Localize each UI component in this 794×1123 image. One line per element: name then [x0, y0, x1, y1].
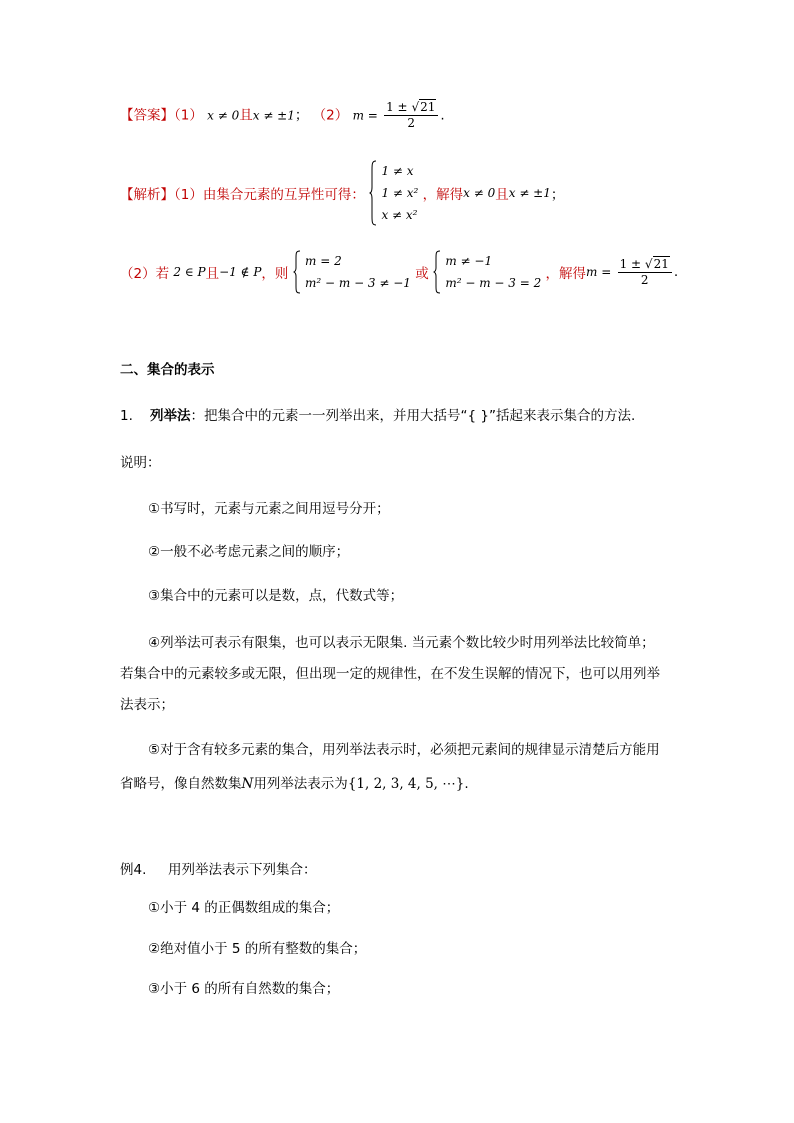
part2-line [120, 250, 678, 294]
part2-cond-b: −1 ∉ P [219, 265, 262, 279]
note-item: ②一般不必考虑元素之间的顺序； [148, 544, 350, 560]
item1-text: ：把集合中的元素一一列举出来，并用大括号“{ }”括起来表示集合的方法. [190, 408, 636, 424]
answer-fraction: $\frac{1 \pm √21}{2}$ [384, 100, 438, 131]
part2-fraction: $\frac{1 \pm √21}{2}$ [618, 257, 672, 288]
example-prompt: 用列举法表示下列集合： [168, 862, 317, 878]
answer-end: . [440, 107, 445, 124]
analysis-cond1: x ≠ 0 [463, 186, 496, 200]
answer-sep: ； [294, 107, 309, 124]
part2-solve: ，解得 [545, 266, 587, 282]
answer-part1-label: （1） [174, 107, 203, 124]
part2-end: . [673, 264, 679, 280]
part2-sys2-row: m ≠ −1 [445, 254, 493, 268]
analysis-and: 且 [495, 187, 509, 203]
analysis-comma-solve: ，解得 [422, 187, 464, 203]
analysis-sys-row: 1 ≠ x² [381, 186, 419, 200]
note-item-cont: 法表示； [120, 697, 174, 713]
example-line [120, 858, 317, 878]
natural-number-symbol: N [241, 776, 254, 792]
note-label: 说明： [120, 455, 161, 471]
item1-number: 1. [120, 408, 133, 424]
part2-sys2-row: m² − m − 3 = 2 [445, 276, 542, 290]
answer-frac-num-sqrt: 21 [420, 100, 436, 114]
part2-frac-num-sqrt: 21 [653, 256, 669, 271]
answer-cond1: x ≠ 0 [207, 108, 240, 123]
section-item1 [120, 404, 635, 424]
answer-and: 且 [239, 107, 253, 124]
analysis-cond2: x ≠ ±1 [508, 186, 551, 200]
note-text: 省略号，像自然数集 [120, 776, 242, 792]
left-brace-icon [369, 160, 377, 226]
left-brace-icon [433, 250, 441, 294]
note-item-cont: 若集合中的元素较多或无限，但出现一定的规律性，在不发生误解的情况下，也可以用列举 [120, 666, 660, 682]
note-text: 用列举法表示为 [253, 776, 348, 792]
analysis-line [120, 160, 564, 226]
answer-part2-label: （2） [312, 107, 349, 124]
answer-frac-den: 2 [407, 116, 416, 130]
analysis-text: 由集合元素的互异性可得： [202, 187, 365, 203]
part2-label: （2）若 [120, 266, 170, 282]
answer-tag: 【答案】 [120, 107, 174, 124]
section-heading: 二、集合的表示 [120, 362, 215, 378]
note-item: ④列举法可表示有限集，也可以表示无限集. 当元素个数比较少时用列举法比较简单； [148, 635, 655, 651]
answer-m-eq: m = [352, 108, 378, 123]
example-item: ③小于 6 的所有自然数的集合； [148, 981, 340, 997]
analysis-system [369, 160, 418, 226]
note-item: ①书写时，元素与元素之间用逗号分开； [148, 501, 390, 517]
part2-frac-num-pm: 1 ± [619, 256, 645, 271]
analysis-sys-row: x ≠ x² [381, 208, 418, 222]
answer-frac-num-pm: 1 ± [386, 100, 412, 114]
analysis-sys-row: 1 ≠ x [381, 164, 414, 178]
note-item: ③集合中的元素可以是数，点，代数式等； [148, 588, 404, 604]
part2-cond-a: 2 ∈ P [173, 265, 206, 279]
part2-m-eq: m = [586, 265, 612, 279]
natural-number-set: {1, 2, 3, 4, 5, ⋯} [347, 776, 465, 792]
part2-sys1-row: m² − m − 3 ≠ −1 [305, 276, 411, 290]
answer-cond2: x ≠ ±1 [252, 108, 295, 123]
analysis-tag: 【解析】 [120, 187, 174, 203]
item1-term: 列举法 [150, 408, 191, 424]
example-item: ①小于 4 的正偶数组成的集合； [148, 900, 340, 916]
part2-and: 且 [205, 266, 220, 282]
part2-sys1-row: m = 2 [305, 254, 342, 268]
example-label: 例4. [120, 862, 147, 878]
part2-or: 或 [415, 266, 429, 282]
note-item-cont [120, 772, 469, 792]
note-item: ⑤对于含有较多元素的集合，用列举法表示时，必须把元素间的规律显示清楚后方能用 [148, 742, 660, 758]
note-end: . [464, 776, 469, 792]
answer-line [120, 100, 445, 131]
analysis-part1-label: （1） [174, 187, 203, 203]
left-brace-icon [293, 250, 301, 294]
part2-frac-den: 2 [640, 272, 649, 287]
example-item: ②绝对值小于 5 的所有整数的集合； [148, 941, 367, 957]
part2-system1 [293, 250, 411, 294]
part2-then: ，则 [261, 266, 289, 282]
part2-system2 [433, 250, 541, 294]
analysis-end: ； [550, 187, 565, 203]
